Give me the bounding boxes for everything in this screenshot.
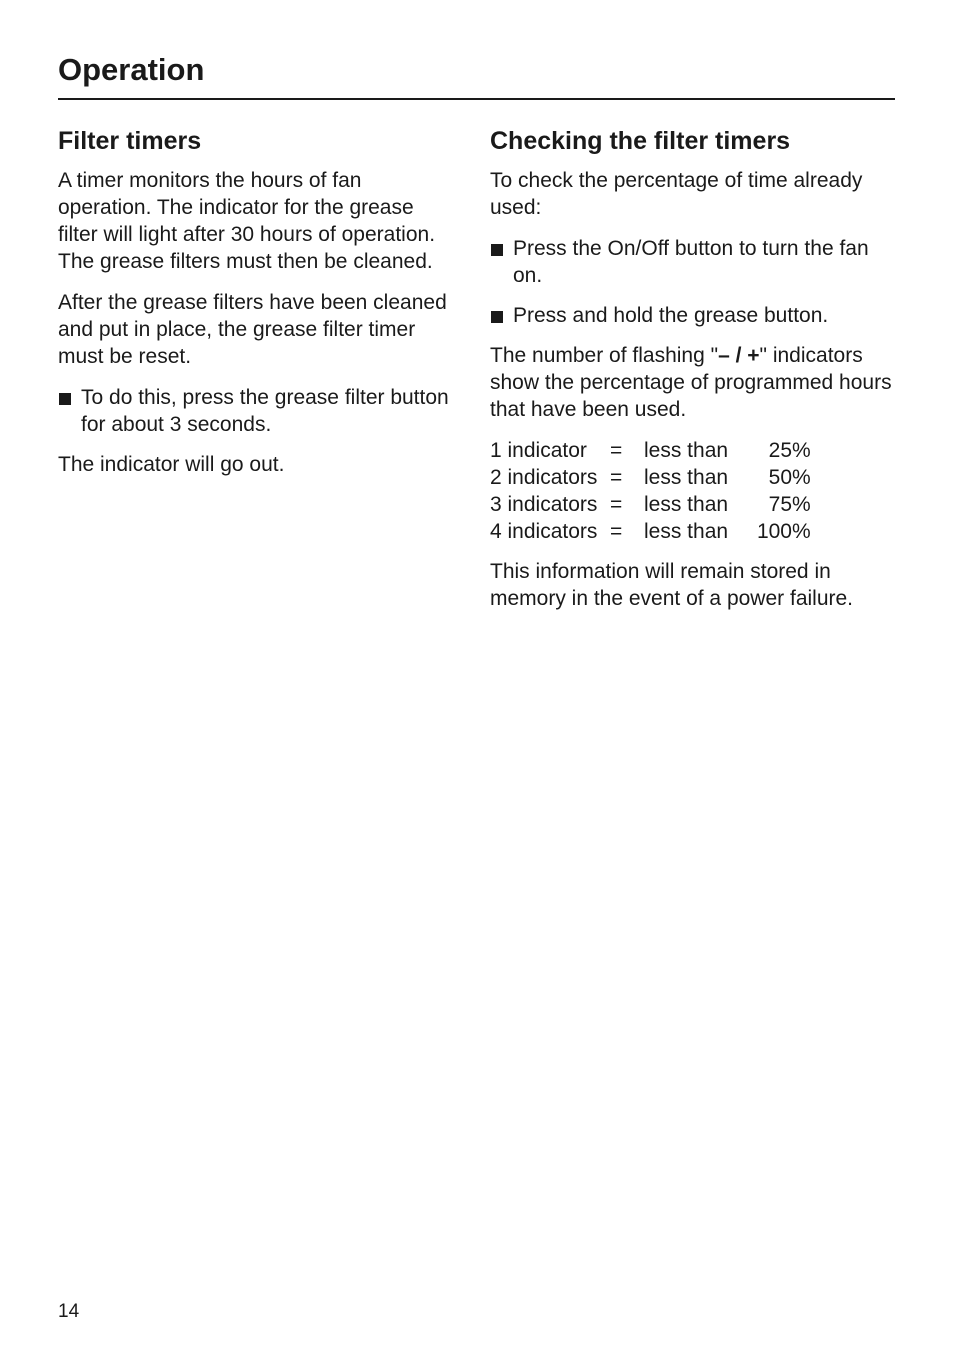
percent-unit: % (792, 493, 811, 516)
bullet-text-reset: To do this, press the grease filter button for about 3 seconds. (81, 386, 449, 436)
square-bullet-icon (491, 244, 503, 256)
percentage-value: 75 (768, 493, 792, 516)
paragraph-after-cleaning: After the grease filters have been cleaned and put in place, the grease filter timer must be reset. (58, 291, 447, 368)
equals-sign: = (610, 439, 623, 462)
square-bullet-icon (59, 393, 71, 405)
table-row (490, 491, 811, 518)
indicator-table (490, 437, 811, 545)
table-row (490, 437, 811, 464)
bullet-item-grease-button (490, 302, 900, 329)
flash-text-before: The number of flashing " (490, 344, 719, 367)
page-number: 14 (58, 1301, 80, 1322)
table-row (490, 464, 811, 491)
less-than-text: less than (644, 493, 729, 516)
square-bullet-icon (491, 311, 503, 323)
title-divider (58, 98, 895, 100)
bullet-text-grease-button: Press and hold the grease button. (513, 304, 829, 327)
bullet-text-on-off: Press the On/Off button to turn the fan on. (513, 237, 869, 287)
percent-unit: % (792, 439, 811, 462)
percent-unit: % (792, 466, 811, 489)
equals-sign: = (610, 493, 623, 516)
indicator-count: 1 indicator (490, 439, 587, 462)
page-title: Operation (58, 52, 205, 87)
indicator-count: 3 indicators (490, 493, 598, 516)
right-column (490, 124, 900, 626)
left-column (58, 124, 458, 492)
flash-text-after: " indicators show the percentage of programmed hours that have been used. (490, 344, 892, 421)
bullet-item-on-off (490, 235, 900, 289)
less-than-text: less than (644, 520, 729, 543)
paragraph-timer-monitors: A timer monitors the hours of fan operation. The indicator for the grease filter will light after 30 hours of operation. The grease filters must then be cleaned. (58, 169, 436, 273)
indicator-count: 2 indicators (490, 466, 598, 489)
minus-plus-symbols: – / + (718, 344, 760, 367)
section-heading-filter-timers: Filter timers (58, 127, 202, 155)
indicator-count: 4 indicators (490, 520, 598, 543)
equals-sign: = (610, 520, 623, 543)
percentage-value: 50 (768, 466, 792, 489)
table-row (490, 518, 811, 545)
section-heading-checking-filter-timers: Checking the filter timers (490, 127, 791, 155)
less-than-text: less than (644, 439, 729, 462)
percentage-value: 25 (768, 439, 792, 462)
percentage-value: 100 (756, 520, 792, 543)
bullet-item-reset (58, 384, 458, 438)
paragraph-check-intro: To check the percentage of time already used: (490, 169, 863, 219)
paragraph-memory-stored: This information will remain stored in memory in the event of a power failure. (490, 560, 854, 610)
paragraph-indicator-goes-out: The indicator will go out. (58, 453, 285, 476)
percent-unit: % (792, 520, 811, 543)
paragraph-flashing-indicators (490, 342, 900, 423)
less-than-text: less than (644, 466, 729, 489)
equals-sign: = (610, 466, 623, 489)
